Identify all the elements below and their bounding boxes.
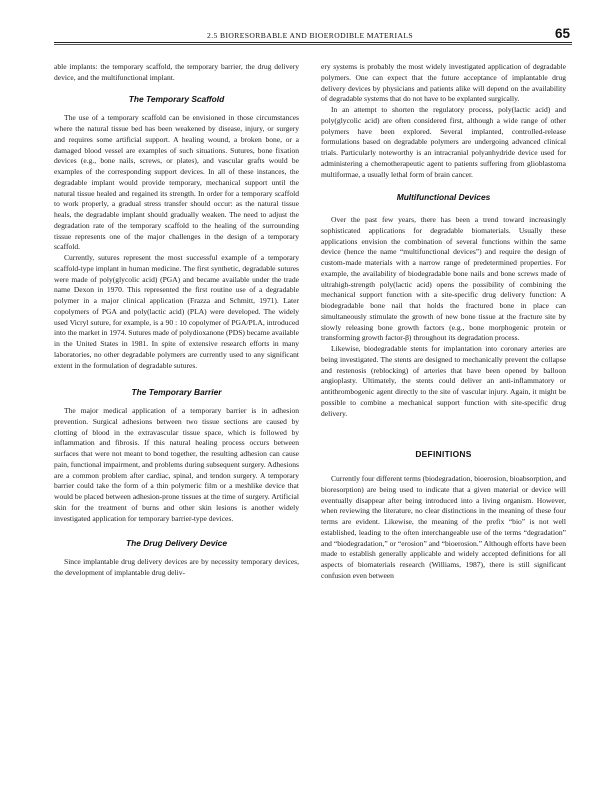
paragraph: The major medical application of a temporary barrier is in adhesion prevention. Surgical adhesions between two tissue sections are caused by clotting of blood in the extravascular tissue space, which is followed by inflammation and fibrosis. If this natural healing process occurs between surfaces that were not meant to bond together, the resulting adhesion can cause pain, functional impairment, and problems during subsequent surgery. Adhesions are a common problem after cardiac, spinal, and tendon surgery. A temporary barrier could take the form of a thin polymeric film or a meshlike device that would be placed between adhesion-prone tissues at the time of surgery. Artificial skin for the treatment of burns and other skin lesions is another widely investigated application for temporary barrier-type devices. — [54, 406, 299, 523]
paragraph: Since implantable drug delivery devices are by necessity temporary devices, the development of implantable drug deliv- — [54, 557, 299, 577]
paragraph: Currently, sutures represent the most successful example of a temporary scaffold-type implant in human medicine. The first synthetic, degradable sutures were made of poly(glycolic acid) (PGA) and became available under the trade name Dexon in 1970. This represented the first routine use of a degradable polymer in a major clinical application (Frazza and Schmitt, 1971). Later copolymers of PGA and poly(lactic acid) (PLA) were developed. The widely used Vicryl suture, for example, is a 90 : 10 copolymer of PGA/PLA, introduced into the market in 1974. Sutures made of polydioxanone (PDS) became available in the United States in 1981. In spite of extensive research efforts in many laboratories, no other degradable polymers are currently used to any significant extent in the formulation of degradable sutures. — [54, 253, 299, 370]
header-rule-thin — [54, 44, 572, 45]
paragraph: Over the past few years, there has been a trend toward increasingly sophisticated applications for degradable biomaterials. Usually these applications envision the combination of several functions within the same device (hence the name “multifunctional devices”) and require the design of custom-made materials with a narrow range of predetermined properties. For example, the availability of biodegradable bone nails and bone screws made of ultrahigh-strength poly(lactic acid) opens the possibility of combining the mechanical support function with a site-specific drug delivery function: A biodegradable bone nail that holds the fractured bone in place can simultaneously stimulate the growth of new bone tissue at the fracture site by slowly releasing bone growth factors (e.g., bone morphogenic protein or transforming growth factor-β) throughout its degradation process. — [321, 215, 566, 343]
section-heading-drug-delivery-device: The Drug Delivery Device — [125, 538, 227, 549]
page-number: 65 — [554, 26, 570, 41]
paragraph: ery systems is probably the most widely investigated application of degradable polymers. One can expect that the future acceptance of implantable drug delivery devices by physicians and patients alike will depend on the availability of degradable systems that do not have to be explanted surgically. — [321, 62, 566, 104]
section-heading-temporary-scaffold: The Temporary Scaffold — [128, 93, 225, 104]
section-heading-temporary-barrier: The Temporary Barrier — [131, 387, 222, 398]
paragraph: In an attempt to shorten the regulatory process, poly(lactic acid) and poly(glycolic acid) are often considered first, although a wide range of other polymers have been explored. Several implanted, controlled-release formulations based on degradable polymers are undergoing advanced clinical trials. Particularly noteworthy is an intracranial polyanhydride device used for administering a chemotherapeutic agent to patients suffering from glioblastoma multiformae, a usually lethal form of brain cancer. — [321, 105, 566, 179]
paragraph: Currently four different terms (biodegradation, bioerosion, bioabsorption, and bioresorption) are being used to indicate that a given material or device will eventually disappear after being introduced into a living organism. However, when reviewing the literature, no clear distinctions in the meaning of these four terms are evident. Likewise, the meaning of the prefix “bio” is not well established, leading to the often interchangeable use of the terms “degradation” and “biodegradation,” or “erosion” and “bioerosion.” Although efforts have been made to establish generally applicable and widely accepted definitions for all aspects of biomaterials research (Williams, 1987), there is still significant confusion even between — [321, 474, 567, 580]
header-rule — [54, 42, 572, 43]
paragraph: able implants: the temporary scaffold, the temporary barrier, the drug delivery device, and the multifunctional implant. — [54, 62, 299, 82]
left-column — [54, 62, 299, 579]
paragraph: The use of a temporary scaffold can be envisioned in those circumstances where the natural tissue bed has been weakened by disease, injury, or surgery and requires some artificial support. A healing wound, a broken bone, or a damaged blood vessel are examples of such situations. Sutures, bone fixation devices (e.g., bone nails, screws, or plates), and vascular grafts would be examples of the corresponding support devices. In all of these instances, the degradable implant would provide temporary, mechanical support until the natural tissue healed and regained its strength. In order for a temporary scaffold to work properly, a gradual stress transfer should occur: as the natural tissue heals, the degradable implant should gradually weaken. The need to adjust the degradation rate of the temporary scaffold to the healing of the surrounding tissue represents one of the major challenges in the design of a temporary scaffold. — [54, 113, 299, 252]
running-title: 2.5 BIORESORBABLE AND BIOERODIBLE MATERIALS — [207, 31, 413, 40]
section-heading-definitions: DEFINITIONS — [415, 449, 472, 460]
paragraph: Likewise, biodegradable stents for implantation into coronary arteries are being investigated. The stents are designed to mechanically prevent the collapse and restenosis (reblocking) of arteries that have been opened by balloon angioplasty. Ultimately, the stents could deliver an anti-inflammatory or antithrombogenic agent directly to the site of vascular injury. Again, it might be possible to combine a mechanical support function with site-specific drug delivery. — [321, 344, 566, 418]
section-heading-multifunctional-devices: Multifunctional Devices — [396, 192, 491, 203]
right-column — [321, 62, 566, 582]
